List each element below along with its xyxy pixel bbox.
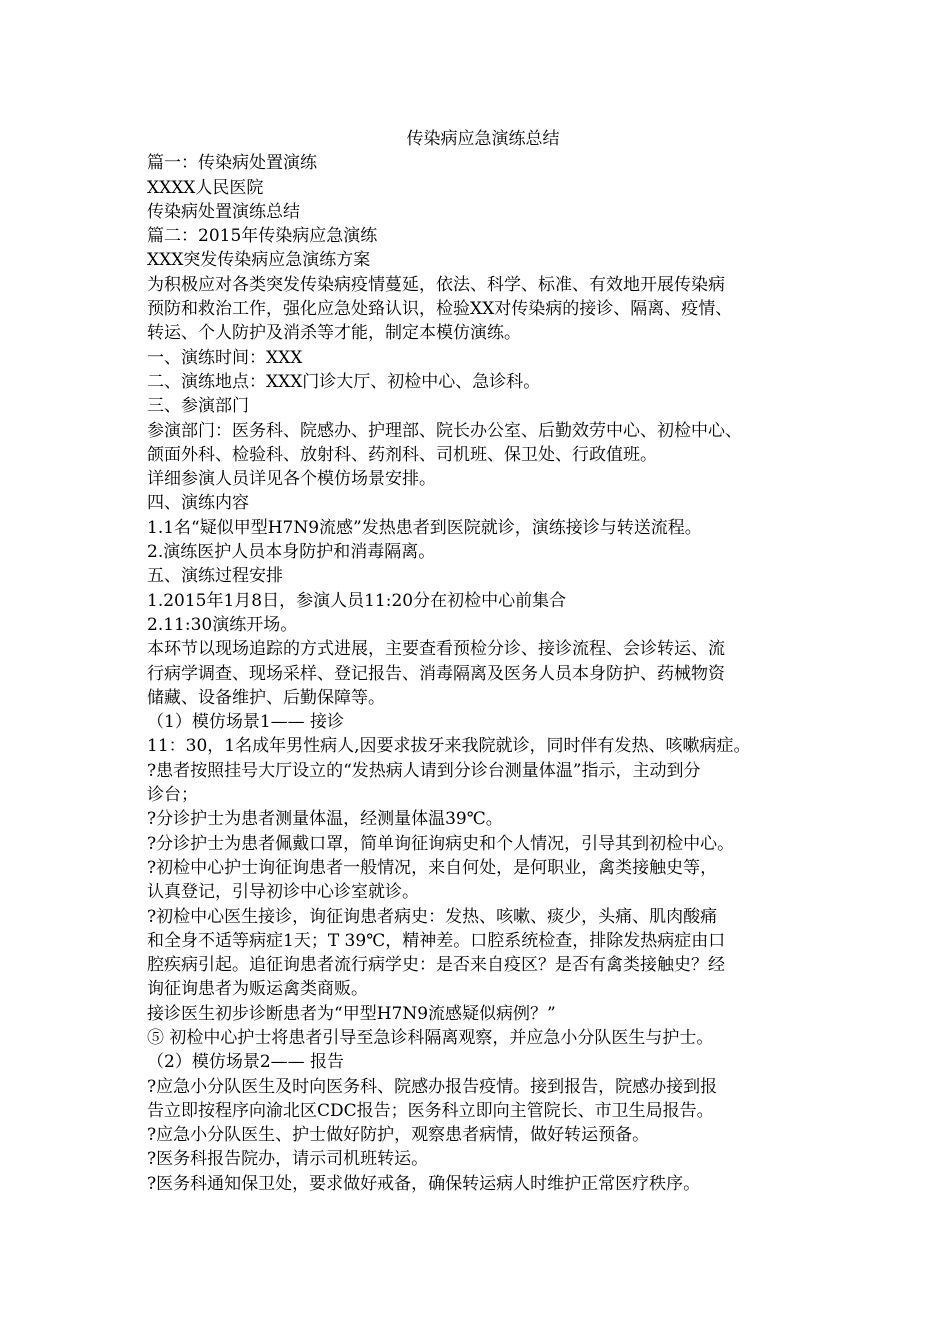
document-lines <box>147 151 819 1196</box>
text-line: 转运、个人防护及消杀等才能，制定本模仿演练。 <box>147 323 521 344</box>
text-line: ?初检中心医生接诊，询征询患者病史：发热、咳嗽、痰少，头痛、肌肉酸痛 <box>147 906 718 927</box>
text-line: 篇二：2015年传染病应急演练 <box>147 226 378 247</box>
text-line: 11：30，1名成年男性病人,因要求拔牙来我院就诊，同时伴有发热、咳嗽病症。 <box>147 736 751 757</box>
text-line: 诊台； <box>147 785 198 806</box>
text-line: 认真登记，引导初诊中心诊室就诊。 <box>147 882 419 903</box>
text-line: 2.11:30演练开场。 <box>147 614 298 635</box>
text-line: ?分诊护士为患者佩戴口罩，简单询征询病史和个人情况，引导其到初检中心。 <box>147 833 735 854</box>
text-line: 本环节以现场追踪的方式进展，主要查看预检分诊、接诊流程、会诊转运、流 <box>147 639 725 660</box>
text-line: 2.演练医护人员本身防护和消毒隔离。 <box>147 542 436 563</box>
text-line: 预防和救治工作，强化应急处臵认识，检验XX对传染病的接诊、隔离、疫情、 <box>147 299 733 320</box>
text-line: ⑤ 初检中心护士将患者引导至急诊科隔离观察，并应急小分队医生与护士。 <box>147 1027 714 1048</box>
text-line: ?分诊护士为患者测量体温，经测量体温39℃。 <box>147 809 503 830</box>
text-line: ?应急小分队医生及时向医务科、院感办报告疫情。接到报告，院感办接到报 <box>147 1076 718 1097</box>
text-line: 1.1名“疑似甲型H7N9流感”发热患者到医院就诊，演练接诊与转送流程。 <box>147 517 702 538</box>
text-line: 为积极应对各类突发传染病疫情蔓延，依法、科学、标准、有效地开展传染病 <box>147 274 725 295</box>
text-line: 颌面外科、检验科、放射科、药剂科、司机班、保卫处、行政值班。 <box>147 444 657 465</box>
text-line: ?医务科报告院办，请示司机班转运。 <box>147 1149 429 1170</box>
text-line: ?初检中心护士询征询患者一般情况，来自何处，是何职业，禽类接触史等， <box>147 857 718 878</box>
document-body <box>147 127 819 1196</box>
text-line: 一、演练时间：XXX <box>147 347 303 368</box>
text-line: 和全身不适等病症1天；T 39℃，精神差。口腔系统检查，排除发热病症由口 <box>147 930 726 951</box>
text-line: 询征询患者为贩运禽类商贩。 <box>147 979 368 1000</box>
text-line: 储藏、设备维护、后勤保障等。 <box>147 687 385 708</box>
text-line: 篇一：传染病处置演练 <box>147 153 317 174</box>
text-line: ?医务科通知保卫处，要求做好戒备，确保转运病人时维护正常医疗秩序。 <box>147 1173 701 1194</box>
text-line: 五、演练过程安排 <box>147 566 283 587</box>
text-line: （2）模仿场景2—— 报告 <box>147 1052 345 1073</box>
document-title: 传染病应急演练总结 <box>406 129 560 149</box>
text-line: （1）模仿场景1—— 接诊 <box>147 712 345 733</box>
text-line: XXXX人民医院 <box>147 177 264 198</box>
text-line: 四、演练内容 <box>147 493 249 514</box>
text-line: 详细参演人员详见各个模仿场景安排。 <box>147 469 436 490</box>
text-line: 腔疾病引起。追征询患者流行病学史：是否来自疫区？是否有禽类接触史？经 <box>147 955 725 976</box>
text-line: 行病学调查、现场采样、登记报告、消毒隔离及医务人员本身防护、药械物资 <box>147 663 725 684</box>
text-line: 传染病处置演练总结 <box>147 201 300 222</box>
text-line: 1.2015年1月8日，参演人员11:20分在初检中心前集合 <box>147 590 567 611</box>
text-line: ?应急小分队医生、护士做好防护，观察患者病情，做好转运预备。 <box>147 1125 650 1146</box>
text-line: XXX突发传染病应急演练方案 <box>147 250 371 271</box>
text-line: 二、演练地点：XXX门诊大厅、初检中心、急诊科。 <box>147 371 541 392</box>
text-line: 接诊医生初步诊断患者为“甲型H7N9流感疑似病例？” <box>147 1003 556 1024</box>
text-line: 参演部门：医务科、院感办、护理部、院长办公室、后勤效劳中心、初检中心、 <box>147 420 742 441</box>
text-line: 三、参演部门 <box>147 396 249 417</box>
text-line: ?患者按照挂号大厅设立的“发热病人请到分诊台测量体温”指示，主动到分 <box>147 760 701 781</box>
text-line: 告立即按程序向渝北区CDC报告；医务科立即向主管院长、市卫生局报告。 <box>147 1100 714 1121</box>
